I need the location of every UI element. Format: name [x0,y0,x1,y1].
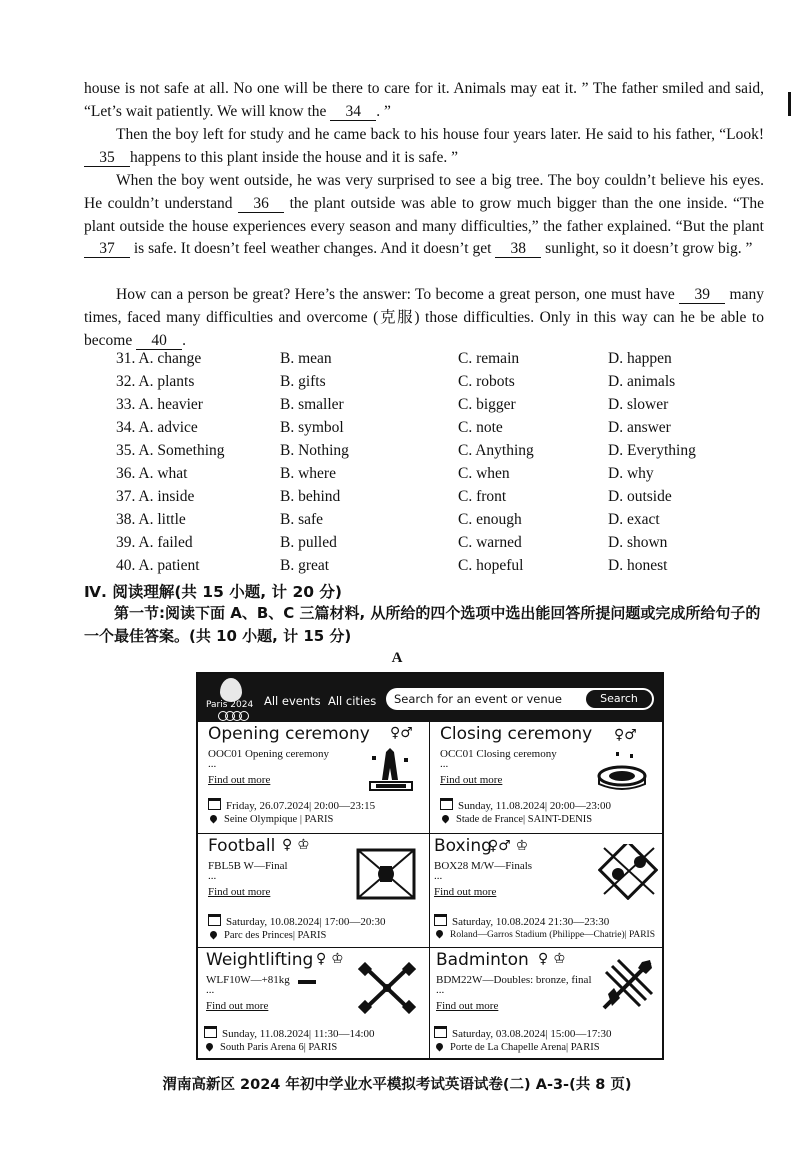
blank-36: 36 [238,195,284,213]
find-out-more-link[interactable]: Find out more [208,886,271,898]
event-venue [208,814,333,825]
dash-mark [298,978,318,986]
venue-text: South Paris Arena 6| PARIS [220,1042,338,1053]
option-d: D. shown [608,534,668,551]
event-title: Closing ceremony [440,724,593,744]
option-row [116,350,756,373]
passage-text: . [182,331,186,349]
page-footer: 渭南高新区 2024 年初中学业水平模拟考试英语试卷(二) A-3-(共 8 页) [162,1077,632,1093]
search-button[interactable]: Search [586,690,652,708]
blank-39: 39 [679,286,725,304]
find-out-more-link[interactable]: Find out more [440,774,503,786]
event-code: OCC01 Closing ceremony [440,748,557,760]
date-text: Saturday, 10.08.2024| 17:00—20:30 [226,916,386,928]
section-instruction [84,602,764,648]
event-date [208,914,385,928]
ellipsis: ... [436,984,445,996]
option-d: D. outside [608,488,672,505]
event-code: FBL5B W—Final [208,860,288,872]
nav-all-cities[interactable]: All cities [328,694,377,708]
venue-text: Parc des Princes| PARIS [224,930,327,941]
find-out-more-link[interactable]: Find out more [434,886,497,898]
section-title: Ⅳ. 阅读理解(共 15 小题, 计 20 分) [84,583,342,601]
event-title: Opening ceremony [208,724,370,744]
calendar-icon [434,1026,447,1038]
passage-paragraph-1 [84,78,764,124]
calendar-icon [204,1026,217,1038]
answer-options [116,350,756,580]
gender-icon: ♀ ♔ [538,951,566,967]
calendar-icon [440,798,453,810]
option-d: D. Everything [608,442,696,459]
option-b: B. Nothing [280,442,349,459]
event-date [440,798,611,812]
passage-text: house is not safe at all. No one will be there to care for it. Animals may eat it. ” The father smiled and said, “Let’s wait patiently. We will know the [84,80,764,120]
venue-text: Stade de France| SAINT-DENIS [456,814,593,825]
blank-35: 35 [84,149,130,167]
option-c: C. Anything [458,442,534,459]
logo-text: Paris 2024 [206,700,254,710]
blank-40: 40 [136,332,182,350]
option-row [116,511,756,534]
location-pin-icon [205,1042,215,1052]
event-venue [204,1042,337,1053]
option-b: B. safe [280,511,324,528]
blank-37: 37 [84,240,130,258]
event-venue [434,930,655,940]
event-code: WLF10W—+81kg [206,974,290,986]
passage-text: happens to this plant inside the house and it is safe. ” [130,148,459,166]
calendar-icon [208,798,221,810]
passage-text: . ” [376,102,391,120]
event-venue [434,1042,600,1053]
option-row [116,396,756,419]
option-b: B. symbol [280,419,344,436]
stadium-icon [596,752,648,796]
option-d: D. slower [608,396,669,413]
location-pin-icon [435,929,445,939]
option-c: C. enough [458,511,522,528]
calendar-icon [208,914,221,926]
option-row [116,488,756,511]
event-card-closing-ceremony[interactable] [430,722,662,834]
page-edge-mark [788,92,791,116]
nav-all-events[interactable]: All events [264,694,321,708]
option-a: 32. A. plants [116,373,195,390]
passage-paragraph-2 [84,124,764,170]
paris-2024-logo [206,678,258,720]
date-text: Sunday, 11.08.2024| 20:00—23:00 [458,800,611,812]
option-a: 35. A. Something [116,442,225,459]
venue-text: Roland—Garros Stadium (Philippe—Chatrie)| PARIS [450,930,656,940]
event-date [208,798,375,812]
gender-icon: ♀ ♔ [282,837,310,853]
ellipsis: ... [206,984,215,996]
location-pin-icon [209,814,219,824]
option-c: C. bigger [458,396,516,413]
instruction-text: 第一节:阅读下面 A、B、C 三篇材料, 从所给的四个选项中选出能回答所提问题或完成所给句子的一个最佳答案。(共 10 小题, 计 15 分) [84,604,761,645]
option-c: C. warned [458,534,522,551]
weightlifting-icon [358,962,416,1014]
gender-icon: ♀♂ [390,725,413,741]
option-b: B. pulled [280,534,337,551]
option-row [116,557,756,580]
ellipsis: ... [208,870,217,882]
option-b: B. smaller [280,396,344,413]
event-code: BDM22W—Doubles: bronze, final [436,974,592,986]
event-card-football[interactable] [198,834,430,948]
badminton-icon [602,958,654,1010]
option-a: 36. A. what [116,465,188,482]
event-card-weightlifting[interactable] [198,948,430,1058]
option-a: 34. A. advice [116,419,198,436]
flame-icon [220,678,242,702]
find-out-more-link[interactable]: Find out more [206,1000,269,1012]
passage-paragraph-4 [84,284,764,352]
ellipsis: ... [208,758,217,770]
eiffel-tower-icon [368,746,414,794]
event-code: BOX28 M/W—Finals [434,860,533,872]
events-header [198,674,662,722]
date-text: Saturday, 10.08.2024 21:30—23:30 [452,916,610,928]
event-card-badminton[interactable] [430,948,662,1058]
ellipsis: ... [440,758,449,770]
event-title: Football [208,836,276,856]
passage-text: When the boy went outside, he was very surprised to see a big tree. The boy couldn’t believe his eyes. He couldn’t understand [84,172,764,212]
search-bar [386,688,654,710]
olympic-rings-icon [218,711,252,720]
event-card-boxing[interactable] [430,834,662,948]
event-date [434,914,609,928]
calendar-icon [434,914,447,926]
option-a: 38. A. little [116,511,186,528]
option-b: B. gifts [280,373,326,390]
football-pitch-icon [356,848,416,900]
event-date [434,1026,611,1040]
event-card-opening-ceremony[interactable] [198,722,430,834]
event-title: Badminton [436,950,529,970]
date-text: Friday, 26.07.2024| 20:00—23:15 [226,800,376,812]
event-date [204,1026,375,1040]
option-c: C. note [458,419,503,436]
option-b: B. behind [280,488,341,505]
option-a: 40. A. patient [116,557,200,574]
passage-text: Then the boy left for study and he came back to his house four years later. He said to his father, “Look! [116,126,764,143]
passage-text: sunlight, so it doesn’t grow big. ” [541,240,753,258]
blank-38: 38 [495,240,541,258]
olympic-events-panel [196,672,664,1060]
option-d: D. exact [608,511,660,528]
option-row [116,465,756,488]
gender-icon: ♀ ♔ [316,951,344,967]
option-d: D. animals [608,373,676,390]
search-input[interactable] [394,691,574,707]
event-code: OOC01 Opening ceremony [208,748,329,760]
gender-icon: ♀♂ [614,727,637,743]
blank-34: 34 [330,103,376,121]
passage-text: is safe. It doesn’t feel weather changes. And it doesn’t get [130,240,496,258]
option-b: B. where [280,465,336,482]
option-d: D. happen [608,350,672,367]
option-a: 33. A. heavier [116,396,203,413]
option-c: C. remain [458,350,520,367]
option-row [116,534,756,557]
find-out-more-link[interactable]: Find out more [208,774,271,786]
date-text: Saturday, 03.08.2024| 15:00—17:30 [452,1028,612,1040]
passage-text: many times, faced many difficulties and overcome (克服) those difficulties. Only in this way can he be able to become [84,286,764,349]
boxing-icon [598,844,658,900]
option-c: C. front [458,488,507,505]
option-row [116,373,756,396]
passage-paragraph-3 [84,170,764,261]
option-c: C. when [458,465,510,482]
option-a: 37. A. inside [116,488,195,505]
option-d: D. honest [608,557,668,574]
passage-text: the plant outside was able to grow much bigger than the one inside. “The plant outside the house experiences every season and many difficulties,” the father explained. “But the plant [84,194,764,235]
option-d: D. answer [608,419,671,436]
option-c: C. hopeful [458,557,524,574]
material-letter: A [391,650,403,666]
option-b: B. great [280,557,330,574]
option-c: C. robots [458,373,515,390]
option-row [116,442,756,465]
location-pin-icon [435,1042,445,1052]
option-a: 31. A. change [116,350,202,367]
option-d: D. why [608,465,654,482]
event-title: Boxing [434,836,492,856]
location-pin-icon [209,930,219,940]
option-b: B. mean [280,350,332,367]
venue-text: Seine Olympique | PARIS [224,814,334,825]
passage-text: How can a person be great? Here’s the answer: To become a great person, one must have [116,286,680,303]
option-a: 39. A. failed [116,534,193,551]
location-pin-icon [441,814,451,824]
gender-icon: ♀♂ ♔ [488,838,529,854]
date-text: Sunday, 11.08.2024| 11:30—14:00 [222,1028,375,1040]
event-venue [440,814,592,825]
find-out-more-link[interactable]: Find out more [436,1000,499,1012]
ellipsis: ... [434,870,443,882]
venue-text: Porte de La Chapelle Arena| PARIS [450,1042,600,1053]
event-venue [208,930,326,941]
option-row [116,419,756,442]
event-title: Weightlifting [206,950,314,970]
